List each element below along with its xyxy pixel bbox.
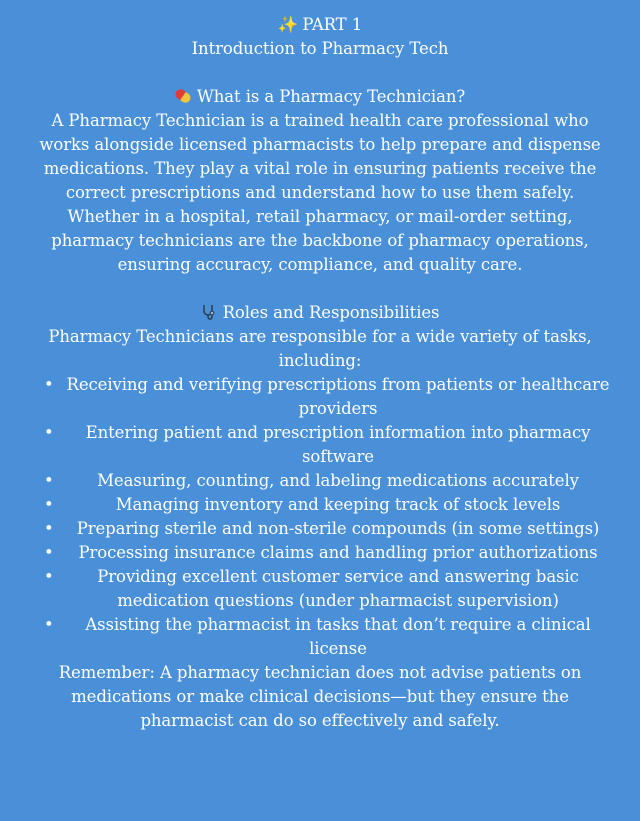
section-heading-what-is	[30, 85, 610, 109]
sparkles-icon: ✨	[277, 15, 299, 34]
tasks-intro: Pharmacy Technicians are responsible for a wide variety of tasks, including:	[48, 327, 592, 370]
stethoscope-icon	[201, 304, 217, 320]
section-heading-roles	[30, 301, 610, 325]
section-heading-text: What is a Pharmacy Technician?	[196, 87, 466, 106]
list-item: • Measuring, counting, and labeling medications accurately	[30, 469, 610, 493]
part-label-row	[30, 13, 610, 37]
spacer	[30, 61, 610, 85]
part-label: PART 1	[302, 15, 363, 34]
pill-icon	[173, 87, 192, 104]
section-heading-text: Roles and Responsibilities	[222, 303, 440, 322]
settings-paragraph: Whether in a hospital, retail pharmacy, or mail-order setting, pharmacy technicians are the backbone of pharmacy operations, ensuring accuracy, compliance, and quality care.	[51, 207, 589, 274]
responsibilities-list	[30, 373, 610, 661]
list-item: • Assisting the pharmacist in tasks that don’t require a clinical license	[30, 613, 610, 661]
list-item: • Processing insurance claims and handling prior authorizations	[30, 541, 610, 565]
list-item: • Entering patient and prescription information into pharmacy software	[30, 421, 610, 469]
list-item: • Preparing sterile and non-sterile compounds (in some settings)	[30, 517, 610, 541]
list-item: • Receiving and verifying prescriptions from patients or healthcare providers	[30, 373, 610, 421]
definition-paragraph: A Pharmacy Technician is a trained health care professional who works alongside licensed pharmacists to help prepare and dispense medications. They play a vital role in ensuring patients receive the correct prescriptions and understand how to use them safely.	[39, 111, 601, 202]
list-item: • Managing inventory and keeping track of stock levels	[30, 493, 610, 517]
list-item: • Providing excellent customer service and answering basic medication questions (under pharmacist supervision)	[30, 565, 610, 613]
remember-note: Remember: A pharmacy technician does not advise patients on medications or make clinical decisions—but they ensure the pharmacist can do so effectively and safely.	[58, 663, 582, 730]
part-title: Introduction to Pharmacy Tech	[191, 39, 449, 58]
spacer	[30, 277, 610, 301]
